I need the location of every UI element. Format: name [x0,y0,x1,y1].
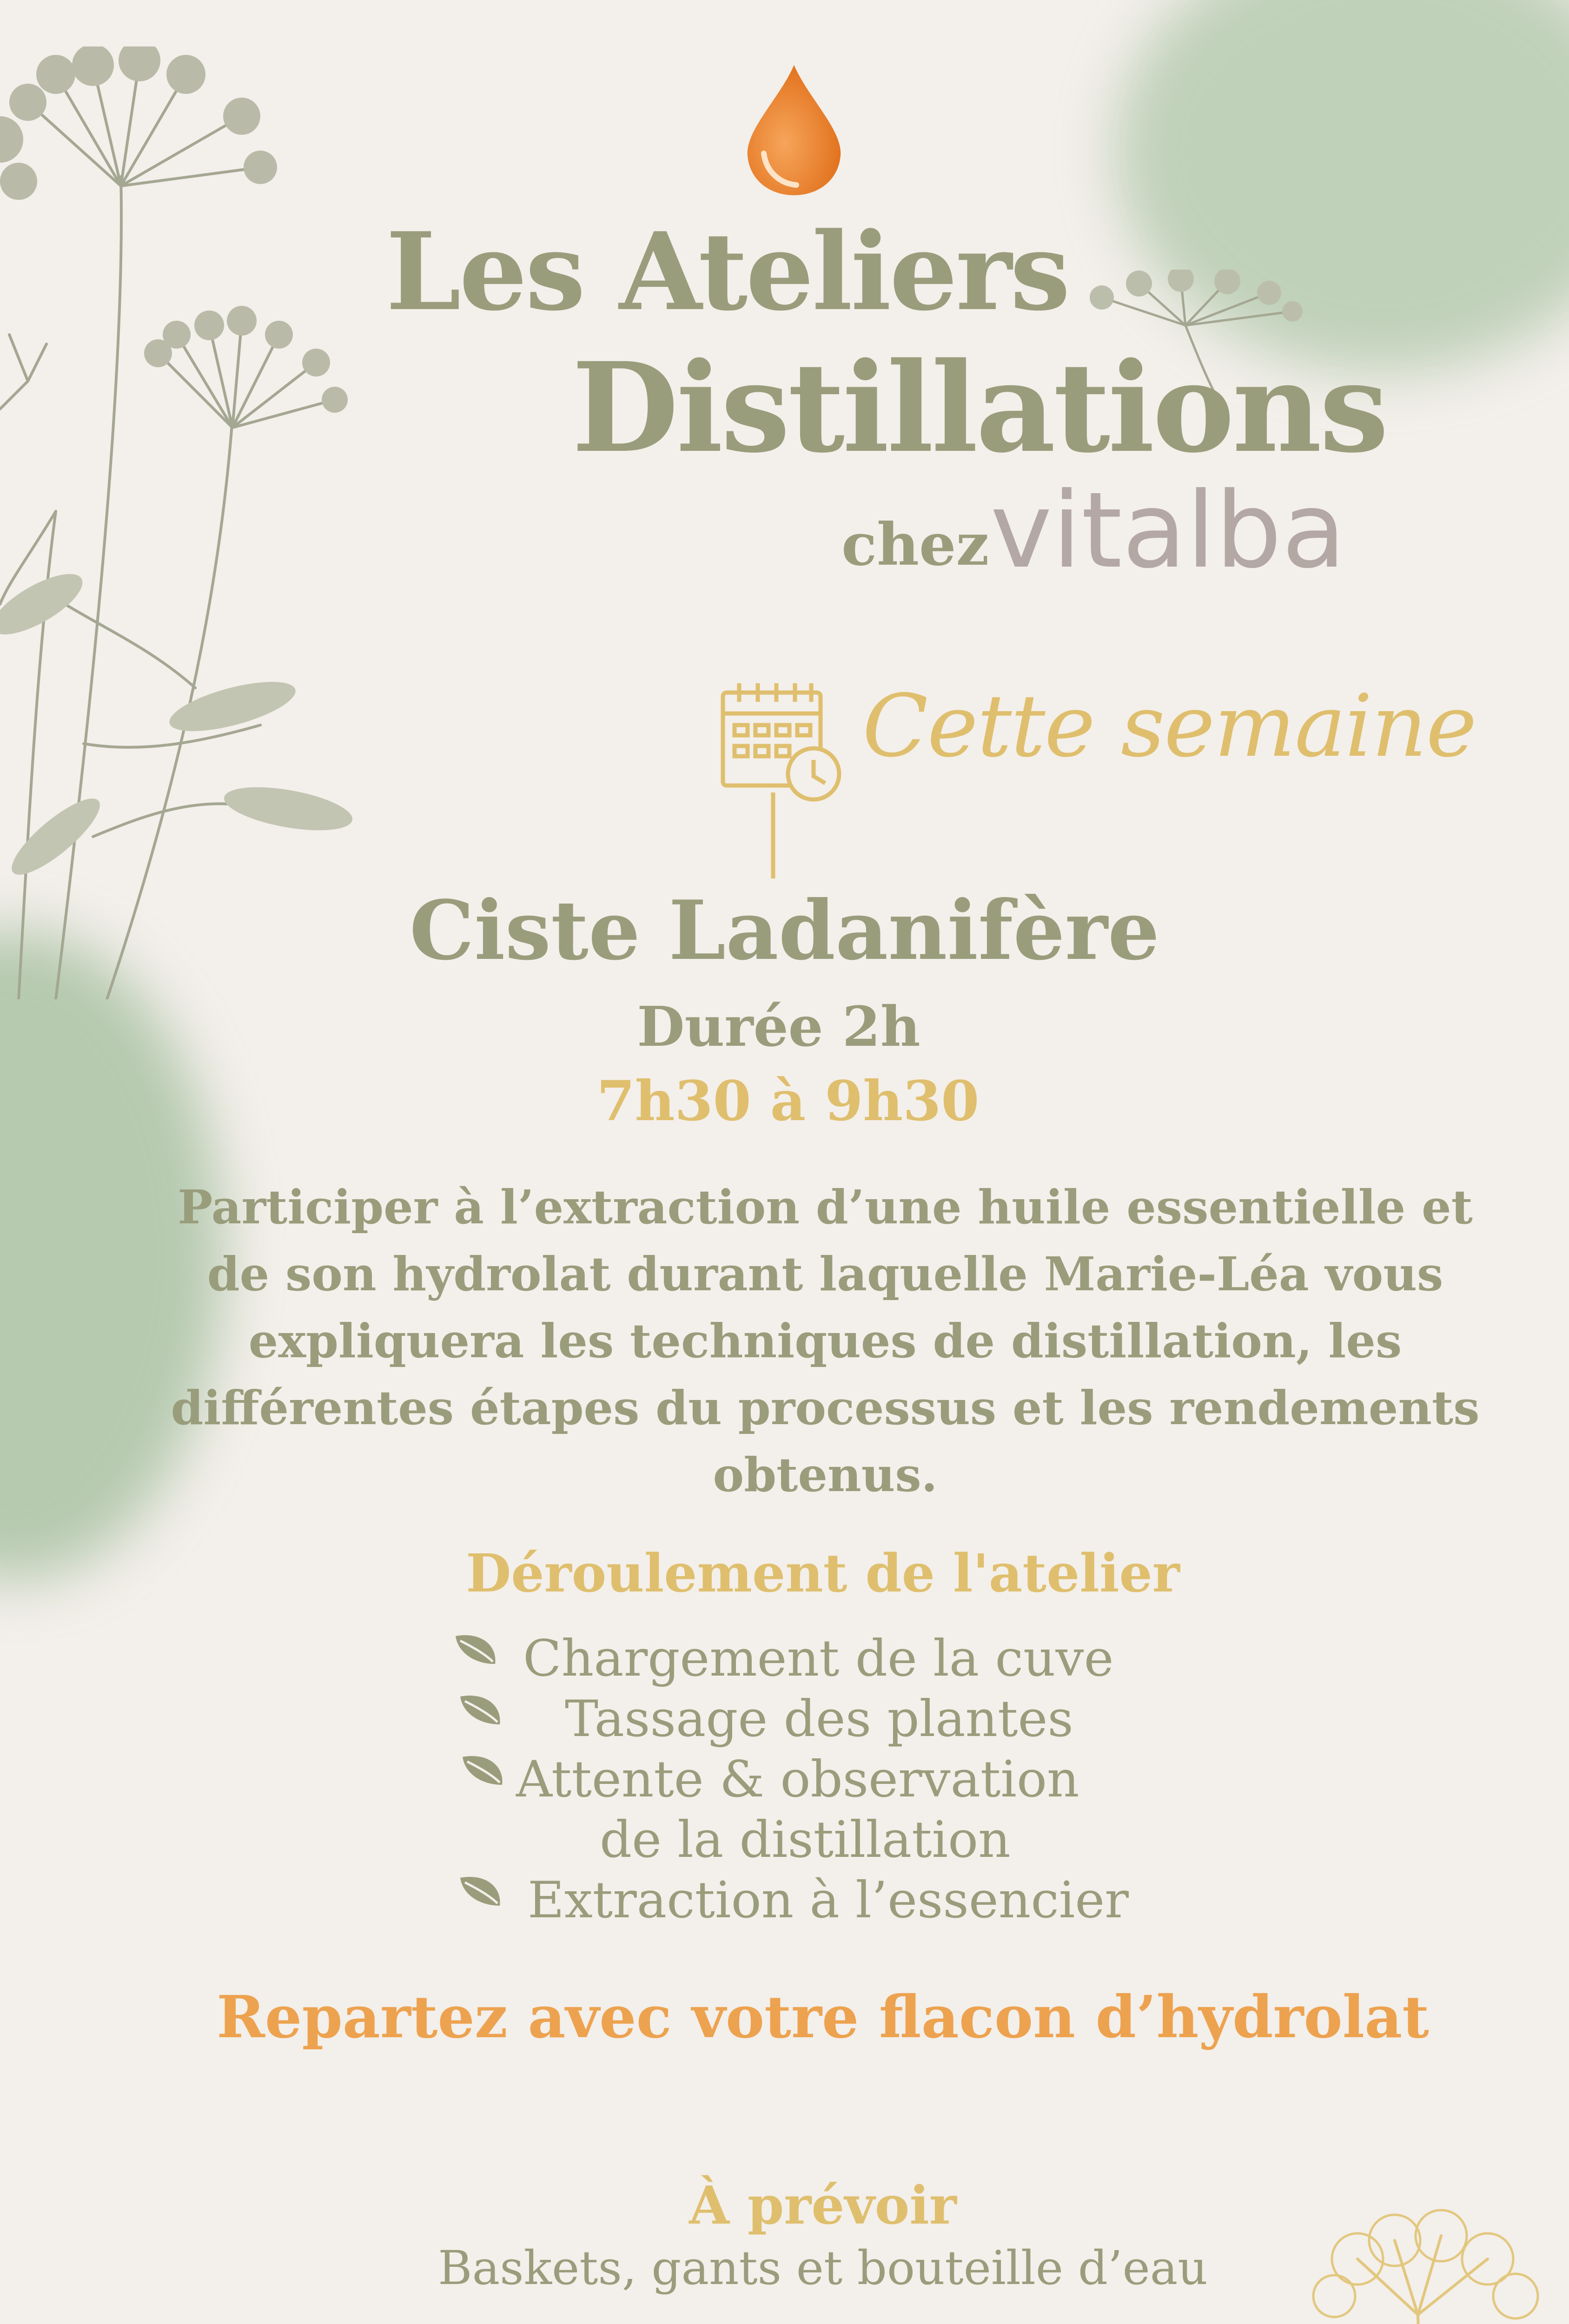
brand-name: vitalba [990,470,1346,592]
description: Participer à l’extraction d’une huile essentielle et de son hydrolat durant laquelle Marie-Léa vous expliquera les techniques de distillation, les différentes étapes du processus et les rendements obtenus. [171,1180,1480,1502]
prevoir-title: À prévoir [689,2175,957,2236]
hours: 7h30 à 9h30 [596,1069,980,1133]
leaf-icon [460,1752,507,1789]
schedule-label: Cette semaine [862,676,1476,776]
step-item: Extraction à l’essencier [528,1871,1129,1929]
drop-icon [738,60,850,200]
title-line-1: Les Ateliers [386,209,1069,335]
step-item: Attente & observation [516,1750,1079,1809]
steps-title: Déroulement de l'atelier [466,1543,1180,1604]
leaf-icon [458,1873,504,1910]
step-item: Tassage des plantes [565,1690,1073,1748]
step-item-continuation: de la distillation [600,1811,1011,1869]
duration: Durée 2h [637,994,920,1059]
chez-label: chez [841,511,989,579]
leaf-icon [453,1631,500,1669]
takeaway-text: Repartez avec votre flacon d’hydrolat [217,1983,1429,2051]
calendar-clock-icon [718,679,848,883]
step-item: Chargement de la cuve [523,1630,1114,1688]
prevoir-text: Baskets, gants et bouteille d’eau [438,2241,1208,2295]
leaf-icon [458,1692,504,1729]
plant-name: Ciste Ladanifère [409,883,1160,978]
title-line-2: Distillations [572,336,1387,480]
botanical-sketch-left-icon [0,46,381,999]
